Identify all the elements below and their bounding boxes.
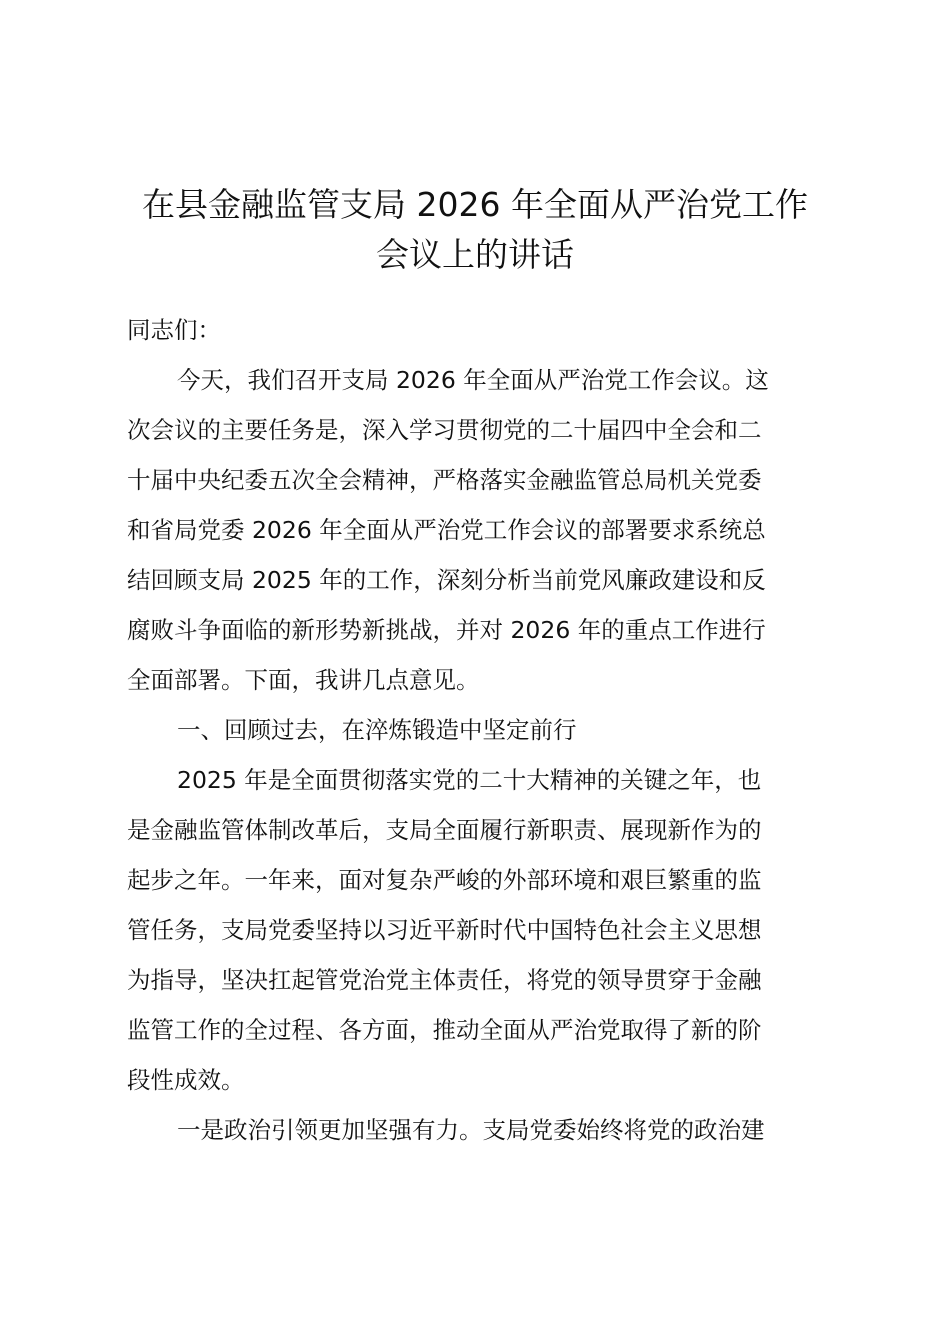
text-line: 为指导，坚决扛起管党治党主体责任，将党的领导贯穿于金融 — [127, 966, 762, 994]
text-line: 一是政治引领更加坚强有力。支局党委始终将党的政治建 — [177, 1116, 765, 1144]
paragraph-intro — [127, 355, 837, 705]
text-line: 今天，我们召开支局 2026 年全面从严治党工作会议。这 — [177, 366, 769, 394]
text-line: 起步之年。一年来，面对复杂严峻的外部环境和艰巨繁重的监 — [127, 866, 762, 894]
text-line: 全面部署。下面，我讲几点意见。 — [127, 666, 480, 694]
text-line: 段性成效。 — [127, 1066, 245, 1094]
paragraph-political-leadership — [127, 1105, 837, 1155]
text-line: 腐败斗争面临的新形势新挑战，并对 2026 年的重点工作进行 — [127, 616, 766, 644]
text-line: 和省局党委 2026 年全面从严治党工作会议的部署要求系统总 — [127, 516, 766, 544]
salutation: 同志们： — [127, 316, 221, 344]
paragraph-review — [127, 755, 837, 1105]
text-line: 监管工作的全过程、各方面，推动全面从严治党取得了新的阶 — [127, 1016, 762, 1044]
text-line: 管任务，支局党委坚持以习近平新时代中国特色社会主义思想 — [127, 916, 762, 944]
text-line: 2025 年是全面贯彻落实党的二十大精神的关键之年，也 — [177, 766, 762, 794]
text-line: 次会议的主要任务是，深入学习贯彻党的二十届四中全会和二 — [127, 416, 762, 444]
title-line-1: 在县金融监管支局 2026 年全面从严治党工作 — [142, 185, 808, 224]
title-line-2: 会议上的讲话 — [376, 235, 574, 274]
text-line: 十届中央纪委五次全会精神，严格落实金融监管总局机关党委 — [127, 466, 762, 494]
text-line: 是金融监管体制改革后，支局全面履行新职责、展现新作为的 — [127, 816, 762, 844]
section-heading-1 — [127, 705, 837, 755]
document-body — [127, 305, 837, 1155]
text-line: 结回顾支局 2025 年的工作，深刻分析当前党风廉政建设和反 — [127, 566, 766, 594]
document-title — [100, 180, 850, 280]
section-heading-text: 一、回顾过去，在淬炼锻造中坚定前行 — [177, 716, 577, 744]
